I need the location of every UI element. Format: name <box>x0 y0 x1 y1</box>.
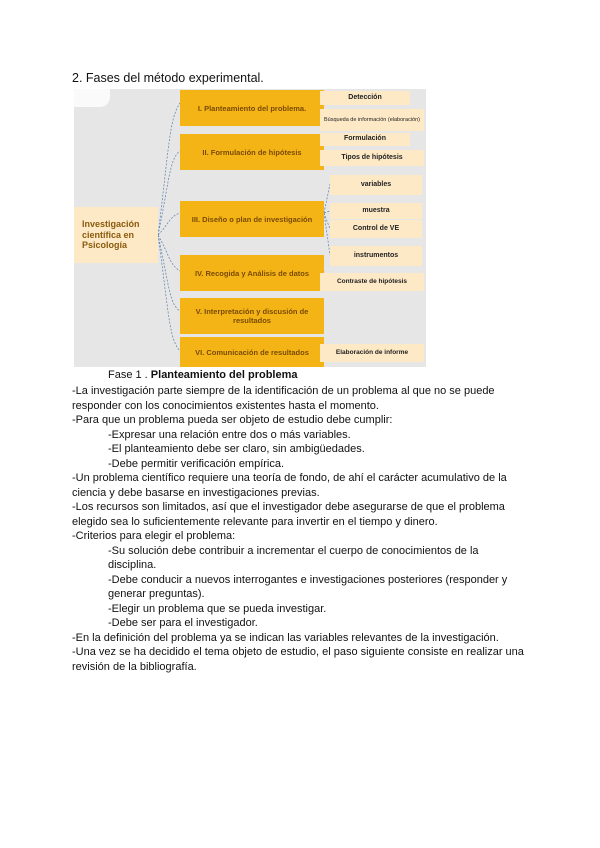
phase-2: II. Formulación de hipótesis <box>180 134 324 170</box>
paragraph: -Criterios para elegir el problema: <box>72 530 236 542</box>
section-heading: 2. Fases del método experimental. <box>72 71 264 85</box>
phase-4: IV. Recogida y Análisis de datos <box>180 255 324 291</box>
paragraph: -La investigación parte siempre de la identificación de un problema al que no se puede responder con los conocimientos existentes hasta el momento. <box>72 385 495 412</box>
phase-5: V. Interpretación y discusión de resultados <box>180 298 324 334</box>
paragraph: -Los recursos son limitados, así que el investigador debe asegurarse de que el problema elegido sea lo suficientemente relevante para invertir en el tiempo y dinero. <box>72 501 505 528</box>
indented-item: -Debe permitir verificación empírica. <box>108 457 285 470</box>
body-text <box>72 384 524 674</box>
indented-item: -El planteamiento debe ser claro, sin ambigüedades. <box>108 443 365 455</box>
leaf-control-ve: Control de VE <box>330 220 422 238</box>
leaf-instrumentos: instrumentos <box>330 246 422 266</box>
leaf-variables: variables <box>330 175 422 195</box>
method-diagram <box>74 89 426 367</box>
phase-caption <box>108 369 298 381</box>
leaf-deteccion: Detección <box>320 91 410 105</box>
phase-1: I. Planteamiento del problema. <box>180 90 324 126</box>
paragraph: -En la definición del problema ya se indican las variables relevantes de la investigación. <box>72 631 499 644</box>
leaf-tipos-hipotesis: Tipos de hipótesis <box>320 150 424 166</box>
leaf-formulacion: Formulación <box>320 133 410 146</box>
leaf-muestra: muestra <box>330 203 422 219</box>
paragraph: -Para que un problema pueda ser objeto de estudio debe cumplir: <box>72 414 393 426</box>
leaf-busqueda: Búsqueda de información (elaboración) <box>320 109 424 131</box>
paragraph: -Una vez se ha decidido el tema objeto de estudio, el paso siguiente consiste en realizar una revisión de la bibliografía. <box>72 646 524 673</box>
leaf-elaboracion-informe: Elaboración de informe <box>320 344 424 362</box>
caption-prefix: Fase 1 . <box>108 369 151 381</box>
phase-3: III. Diseño o plan de investigación <box>180 201 324 237</box>
paragraph: -Un problema científico requiere una teoría de fondo, de ahí el carácter acumulativo de la ciencia y debe basarse en investigaciones previas. <box>72 472 507 499</box>
phase-6: VI. Comunicación de resultados <box>180 337 324 367</box>
indented-item: -Su solución debe contribuir a incrementar el cuerpo de conocimientos de la disciplina. <box>108 544 479 571</box>
caption-title: Planteamiento del problema <box>150 369 298 381</box>
indented-item: -Expresar una relación entre dos o más variables. <box>108 428 351 441</box>
indented-item: -Debe conducir a nuevos interrogantes e investigaciones posteriores (responder y generar preguntas). <box>108 573 508 600</box>
leaf-contraste: Contraste de hipótesis <box>320 273 424 291</box>
indented-item: -Elegir un problema que se pueda investigar. <box>108 602 327 615</box>
indented-item: -Debe ser para el investigador. <box>108 617 258 629</box>
diagram-root: Investigación científica en Psicología <box>74 207 158 263</box>
